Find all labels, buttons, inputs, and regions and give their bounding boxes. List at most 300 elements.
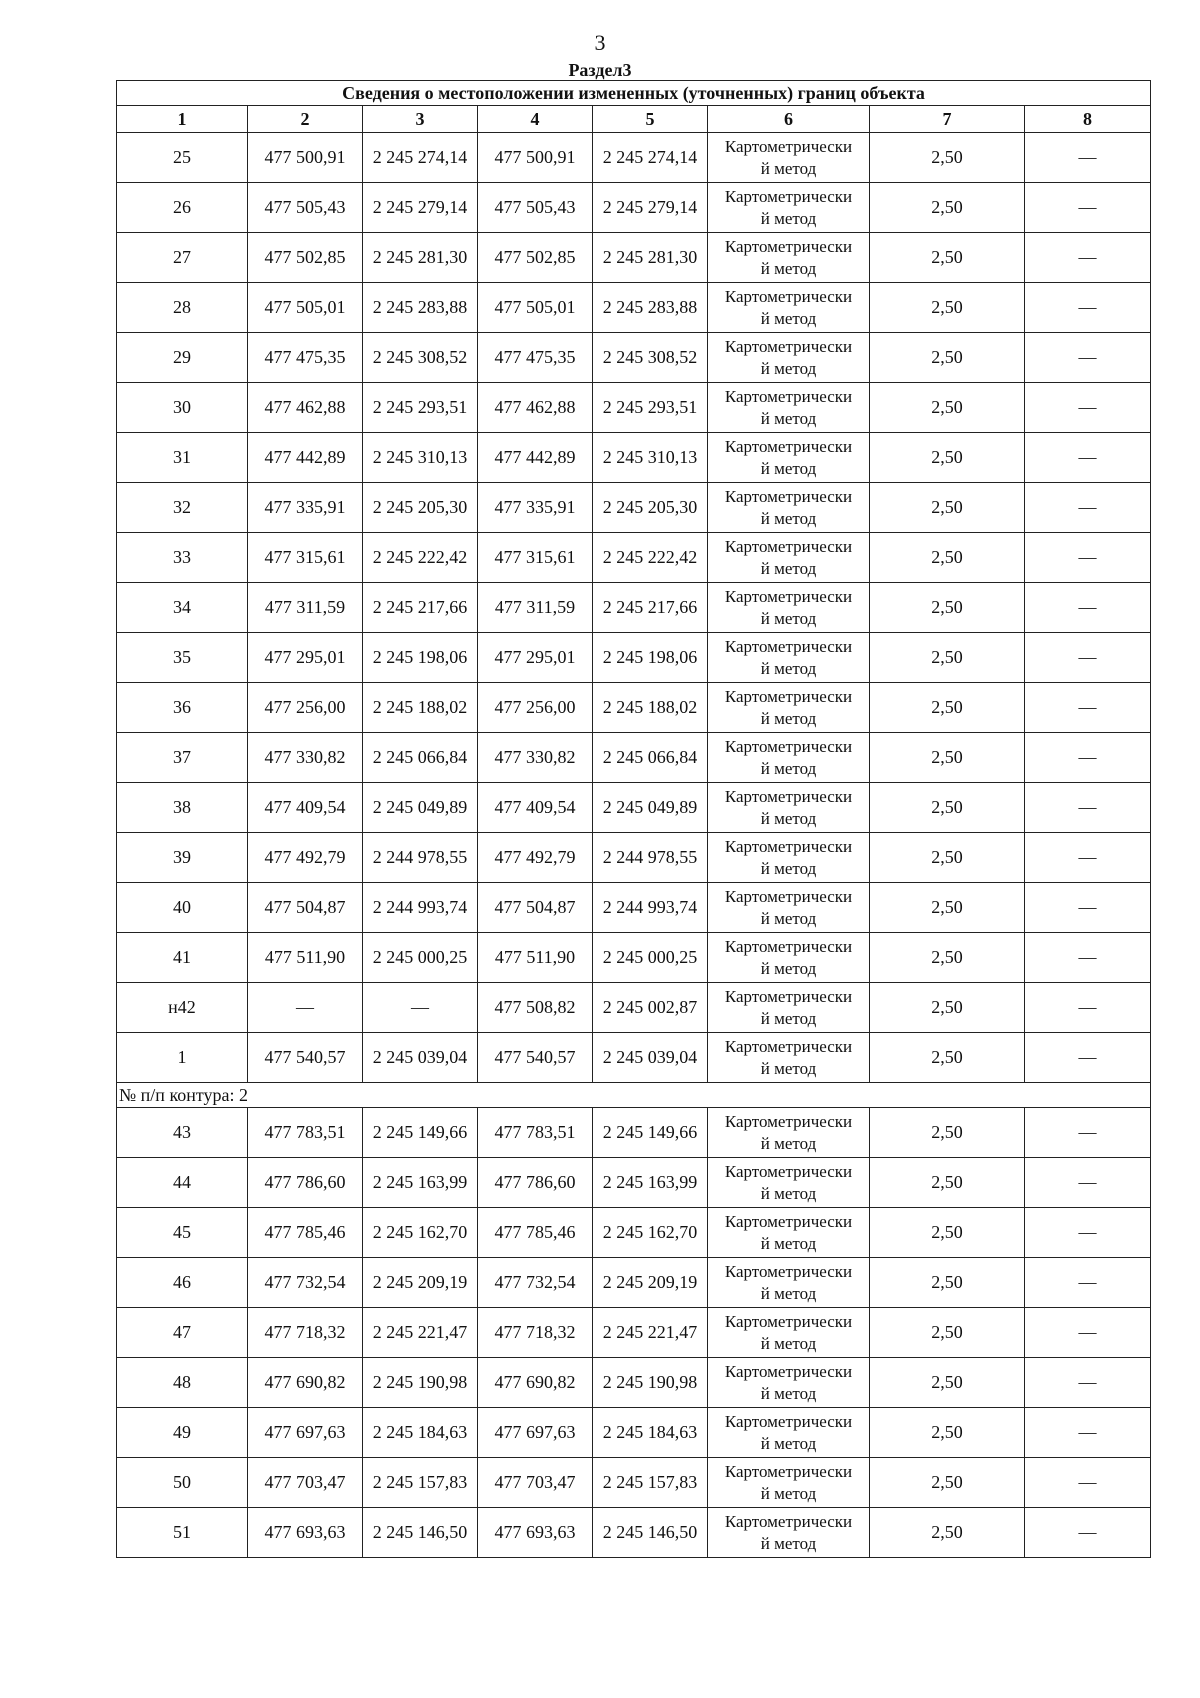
accuracy-cell: 2,50 <box>870 1358 1025 1408</box>
method-line-2: й метод <box>760 1533 817 1553</box>
accuracy-cell: 2,50 <box>870 333 1025 383</box>
method-cell <box>708 1033 870 1083</box>
description-cell: — <box>1025 233 1151 283</box>
method-line-2: й метод <box>760 1383 817 1403</box>
x-new-cell: 477 697,63 <box>478 1408 593 1458</box>
method-line-1: Картометрически <box>724 1211 853 1231</box>
point-number-cell: 25 <box>117 133 248 183</box>
y-new-cell: 2 245 293,51 <box>593 383 708 433</box>
y-existing-cell: 2 245 283,88 <box>363 283 478 333</box>
x-existing-cell: 477 500,91 <box>248 133 363 183</box>
point-number-cell: 50 <box>117 1458 248 1508</box>
y-new-cell: 2 245 149,66 <box>593 1108 708 1158</box>
description-cell: — <box>1025 633 1151 683</box>
method-line-1: Картометрически <box>724 236 853 256</box>
x-new-cell: 477 335,91 <box>478 483 593 533</box>
x-new-cell: 477 511,90 <box>478 933 593 983</box>
method-line-1: Картометрически <box>724 636 853 656</box>
y-existing-cell: 2 245 293,51 <box>363 383 478 433</box>
method-line-1: Картометрически <box>724 1261 853 1281</box>
point-number-cell: 37 <box>117 733 248 783</box>
table-row <box>117 1208 1151 1258</box>
y-existing-cell: 2 245 049,89 <box>363 783 478 833</box>
method-line-2: й метод <box>760 1133 817 1153</box>
method-cell <box>708 383 870 433</box>
accuracy-cell: 2,50 <box>870 833 1025 883</box>
point-number-cell: 48 <box>117 1358 248 1408</box>
method-line-1: Картометрически <box>724 486 853 506</box>
x-existing-cell: 477 315,61 <box>248 533 363 583</box>
accuracy-cell: 2,50 <box>870 1158 1025 1208</box>
x-new-cell: 477 409,54 <box>478 783 593 833</box>
point-number-cell: 49 <box>117 1408 248 1458</box>
point-number-cell: 35 <box>117 633 248 683</box>
method-line-2: й метод <box>760 1058 817 1078</box>
description-cell: — <box>1025 783 1151 833</box>
accuracy-cell: 2,50 <box>870 633 1025 683</box>
accuracy-cell: 2,50 <box>870 433 1025 483</box>
description-cell: — <box>1025 683 1151 733</box>
y-new-cell: 2 245 217,66 <box>593 583 708 633</box>
y-existing-cell: 2 245 163,99 <box>363 1158 478 1208</box>
description-cell: — <box>1025 1258 1151 1308</box>
table-row <box>117 1358 1151 1408</box>
method-cell <box>708 1408 870 1458</box>
x-new-cell: 477 256,00 <box>478 683 593 733</box>
y-existing-cell: 2 245 039,04 <box>363 1033 478 1083</box>
method-cell <box>708 783 870 833</box>
x-existing-cell: 477 295,01 <box>248 633 363 683</box>
x-existing-cell: 477 502,85 <box>248 233 363 283</box>
point-number-cell: 46 <box>117 1258 248 1308</box>
accuracy-cell: 2,50 <box>870 683 1025 733</box>
method-cell <box>708 883 870 933</box>
y-existing-cell: 2 244 978,55 <box>363 833 478 883</box>
point-number-cell: 31 <box>117 433 248 483</box>
accuracy-cell: 2,50 <box>870 1458 1025 1508</box>
y-new-cell: 2 245 283,88 <box>593 283 708 333</box>
point-number-cell: 41 <box>117 933 248 983</box>
table-row <box>117 1258 1151 1308</box>
x-new-cell: 477 785,46 <box>478 1208 593 1258</box>
description-cell: — <box>1025 1358 1151 1408</box>
description-cell: — <box>1025 1208 1151 1258</box>
x-existing-cell: 477 690,82 <box>248 1358 363 1408</box>
y-existing-cell: 2 245 066,84 <box>363 733 478 783</box>
x-existing-cell: 477 511,90 <box>248 933 363 983</box>
accuracy-cell: 2,50 <box>870 1308 1025 1358</box>
y-new-cell: 2 245 198,06 <box>593 633 708 683</box>
table-row <box>117 633 1151 683</box>
table-row <box>117 433 1151 483</box>
table-row <box>117 683 1151 733</box>
x-existing-cell: 477 462,88 <box>248 383 363 433</box>
x-existing-cell: 477 693,63 <box>248 1508 363 1558</box>
point-number-cell: 36 <box>117 683 248 733</box>
x-new-cell: 477 475,35 <box>478 333 593 383</box>
description-cell: — <box>1025 883 1151 933</box>
y-existing-cell: 2 245 279,14 <box>363 183 478 233</box>
method-line-2: й метод <box>760 1333 817 1353</box>
x-new-cell: 477 330,82 <box>478 733 593 783</box>
method-line-1: Картометрически <box>724 1361 853 1381</box>
y-new-cell: 2 245 049,89 <box>593 783 708 833</box>
point-number-cell: 47 <box>117 1308 248 1358</box>
x-existing-cell: 477 785,46 <box>248 1208 363 1258</box>
table-row <box>117 883 1151 933</box>
method-cell <box>708 1308 870 1358</box>
column-header: 7 <box>870 106 1025 133</box>
method-line-1: Картометрически <box>724 686 853 706</box>
x-new-cell: 477 500,91 <box>478 133 593 183</box>
y-new-cell: 2 245 157,83 <box>593 1458 708 1508</box>
method-line-1: Картометрически <box>724 1411 853 1431</box>
table-row <box>117 1408 1151 1458</box>
accuracy-cell: 2,50 <box>870 883 1025 933</box>
description-cell: — <box>1025 133 1151 183</box>
method-line-1: Картометрически <box>724 936 853 956</box>
accuracy-cell: 2,50 <box>870 283 1025 333</box>
point-number-cell: 45 <box>117 1208 248 1258</box>
method-line-2: й метод <box>760 958 817 978</box>
y-existing-cell: 2 245 157,83 <box>363 1458 478 1508</box>
point-number-cell: 43 <box>117 1108 248 1158</box>
column-header: 6 <box>708 106 870 133</box>
column-header: 1 <box>117 106 248 133</box>
contour-label-row <box>117 1083 1151 1108</box>
method-line-1: Картометрически <box>724 186 853 206</box>
method-line-2: й метод <box>760 358 817 378</box>
y-new-cell: 2 245 146,50 <box>593 1508 708 1558</box>
x-existing-cell: 477 409,54 <box>248 783 363 833</box>
accuracy-cell: 2,50 <box>870 1508 1025 1558</box>
method-line-2: й метод <box>760 308 817 328</box>
x-existing-cell: 477 442,89 <box>248 433 363 483</box>
method-line-2: й метод <box>760 808 817 828</box>
method-line-1: Картометрически <box>724 1036 853 1056</box>
point-number-cell: 28 <box>117 283 248 333</box>
method-line-2: й метод <box>760 1483 817 1503</box>
point-number-cell: 34 <box>117 583 248 633</box>
accuracy-cell: 2,50 <box>870 383 1025 433</box>
column-header: 4 <box>478 106 593 133</box>
y-new-cell: 2 245 310,13 <box>593 433 708 483</box>
method-line-2: й метод <box>760 1183 817 1203</box>
accuracy-cell: 2,50 <box>870 583 1025 633</box>
y-new-cell: 2 245 274,14 <box>593 133 708 183</box>
y-new-cell: 2 245 002,87 <box>593 983 708 1033</box>
table-row <box>117 733 1151 783</box>
x-existing-cell: 477 330,82 <box>248 733 363 783</box>
accuracy-cell: 2,50 <box>870 933 1025 983</box>
x-existing-cell: — <box>248 983 363 1033</box>
contour-label: № п/п контура: 2 <box>117 1083 1151 1108</box>
y-existing-cell: — <box>363 983 478 1033</box>
table-row <box>117 783 1151 833</box>
method-cell <box>708 983 870 1033</box>
method-cell <box>708 1158 870 1208</box>
y-existing-cell: 2 245 188,02 <box>363 683 478 733</box>
method-line-2: й метод <box>760 708 817 728</box>
point-number-cell: 51 <box>117 1508 248 1558</box>
description-cell: — <box>1025 383 1151 433</box>
point-number-cell: 30 <box>117 383 248 433</box>
method-line-2: й метод <box>760 758 817 778</box>
y-new-cell: 2 245 222,42 <box>593 533 708 583</box>
method-line-2: й метод <box>760 658 817 678</box>
x-existing-cell: 477 703,47 <box>248 1458 363 1508</box>
x-new-cell: 477 540,57 <box>478 1033 593 1083</box>
table-row <box>117 383 1151 433</box>
section-title: Раздел3 <box>568 60 632 80</box>
table-row <box>117 1158 1151 1208</box>
y-existing-cell: 2 245 190,98 <box>363 1358 478 1408</box>
accuracy-cell: 2,50 <box>870 1258 1025 1308</box>
x-new-cell: 477 315,61 <box>478 533 593 583</box>
method-line-1: Картометрически <box>724 986 853 1006</box>
column-header: 2 <box>248 106 363 133</box>
table-row <box>117 1308 1151 1358</box>
x-existing-cell: 477 540,57 <box>248 1033 363 1083</box>
table-row <box>117 333 1151 383</box>
table-row <box>117 283 1151 333</box>
method-line-1: Картометрически <box>724 386 853 406</box>
point-number-cell: 40 <box>117 883 248 933</box>
method-line-2: й метод <box>760 208 817 228</box>
table-row <box>117 1108 1151 1158</box>
method-cell <box>708 1458 870 1508</box>
method-cell <box>708 1258 870 1308</box>
method-cell <box>708 1108 870 1158</box>
method-line-1: Картометрически <box>724 586 853 606</box>
x-new-cell: 477 504,87 <box>478 883 593 933</box>
y-existing-cell: 2 245 308,52 <box>363 333 478 383</box>
method-cell <box>708 533 870 583</box>
y-new-cell: 2 245 188,02 <box>593 683 708 733</box>
x-existing-cell: 477 475,35 <box>248 333 363 383</box>
y-existing-cell: 2 245 198,06 <box>363 633 478 683</box>
x-existing-cell: 477 335,91 <box>248 483 363 533</box>
method-cell <box>708 833 870 883</box>
method-line-1: Картометрически <box>724 136 853 156</box>
table-row <box>117 1458 1151 1508</box>
y-new-cell: 2 244 993,74 <box>593 883 708 933</box>
y-new-cell: 2 245 162,70 <box>593 1208 708 1258</box>
method-cell <box>708 233 870 283</box>
description-cell: — <box>1025 333 1151 383</box>
x-existing-cell: 477 311,59 <box>248 583 363 633</box>
method-cell <box>708 733 870 783</box>
y-existing-cell: 2 245 184,63 <box>363 1408 478 1458</box>
x-new-cell: 477 442,89 <box>478 433 593 483</box>
table-row <box>117 483 1151 533</box>
y-existing-cell: 2 245 221,47 <box>363 1308 478 1358</box>
method-cell <box>708 183 870 233</box>
x-new-cell: 477 732,54 <box>478 1258 593 1308</box>
x-new-cell: 477 311,59 <box>478 583 593 633</box>
table-caption: Сведения о местоположении измененных (уточненных) границ объекта <box>117 81 1151 106</box>
description-cell: — <box>1025 1508 1151 1558</box>
description-cell: — <box>1025 833 1151 883</box>
method-line-1: Картометрически <box>724 786 853 806</box>
boundary-coordinates-table <box>116 80 1151 1558</box>
method-line-2: й метод <box>760 458 817 478</box>
accuracy-cell: 2,50 <box>870 1033 1025 1083</box>
y-existing-cell: 2 245 146,50 <box>363 1508 478 1558</box>
accuracy-cell: 2,50 <box>870 133 1025 183</box>
method-cell <box>708 1208 870 1258</box>
table-row <box>117 1033 1151 1083</box>
description-cell: — <box>1025 533 1151 583</box>
point-number-cell: 27 <box>117 233 248 283</box>
table-row <box>117 183 1151 233</box>
x-existing-cell: 477 783,51 <box>248 1108 363 1158</box>
x-existing-cell: 477 492,79 <box>248 833 363 883</box>
table-row <box>117 983 1151 1033</box>
method-cell <box>708 283 870 333</box>
description-cell: — <box>1025 1408 1151 1458</box>
y-new-cell: 2 245 163,99 <box>593 1158 708 1208</box>
x-existing-cell: 477 505,43 <box>248 183 363 233</box>
y-existing-cell: 2 245 274,14 <box>363 133 478 183</box>
method-line-2: й метод <box>760 558 817 578</box>
y-new-cell: 2 245 279,14 <box>593 183 708 233</box>
accuracy-cell: 2,50 <box>870 483 1025 533</box>
method-cell <box>708 633 870 683</box>
x-existing-cell: 477 256,00 <box>248 683 363 733</box>
description-cell: — <box>1025 1033 1151 1083</box>
method-cell <box>708 583 870 633</box>
point-number-cell: 39 <box>117 833 248 883</box>
description-cell: — <box>1025 933 1151 983</box>
table-row <box>117 1508 1151 1558</box>
method-line-1: Картометрически <box>724 536 853 556</box>
y-new-cell: 2 245 184,63 <box>593 1408 708 1458</box>
y-new-cell: 2 245 000,25 <box>593 933 708 983</box>
method-cell <box>708 483 870 533</box>
point-number-cell: 26 <box>117 183 248 233</box>
description-cell: — <box>1025 583 1151 633</box>
method-line-1: Картометрически <box>724 336 853 356</box>
description-cell: — <box>1025 1158 1151 1208</box>
y-new-cell: 2 245 281,30 <box>593 233 708 283</box>
y-new-cell: 2 245 308,52 <box>593 333 708 383</box>
y-existing-cell: 2 245 281,30 <box>363 233 478 283</box>
table-row <box>117 533 1151 583</box>
x-new-cell: 477 703,47 <box>478 1458 593 1508</box>
description-cell: — <box>1025 433 1151 483</box>
y-existing-cell: 2 245 209,19 <box>363 1258 478 1308</box>
method-line-2: й метод <box>760 408 817 428</box>
method-line-2: й метод <box>760 1233 817 1253</box>
point-number-cell: 1 <box>117 1033 248 1083</box>
method-line-1: Картометрически <box>724 736 853 756</box>
x-existing-cell: 477 786,60 <box>248 1158 363 1208</box>
accuracy-cell: 2,50 <box>870 1108 1025 1158</box>
method-line-1: Картометрически <box>724 886 853 906</box>
x-new-cell: 477 505,43 <box>478 183 593 233</box>
x-new-cell: 477 783,51 <box>478 1108 593 1158</box>
method-line-2: й метод <box>760 858 817 878</box>
description-cell: — <box>1025 183 1151 233</box>
column-header-row <box>117 106 1151 133</box>
method-line-1: Картометрически <box>724 1311 853 1331</box>
accuracy-cell: 2,50 <box>870 533 1025 583</box>
x-new-cell: 477 693,63 <box>478 1508 593 1558</box>
method-cell <box>708 333 870 383</box>
description-cell: — <box>1025 1308 1151 1358</box>
method-line-1: Картометрически <box>724 1511 853 1531</box>
point-number-cell: 38 <box>117 783 248 833</box>
method-line-2: й метод <box>760 1433 817 1453</box>
x-existing-cell: 477 718,32 <box>248 1308 363 1358</box>
method-line-2: й метод <box>760 258 817 278</box>
method-line-1: Картометрически <box>724 1461 853 1481</box>
method-line-2: й метод <box>760 1008 817 1028</box>
accuracy-cell: 2,50 <box>870 233 1025 283</box>
point-number-cell: 33 <box>117 533 248 583</box>
method-line-1: Картометрически <box>724 286 853 306</box>
description-cell: — <box>1025 1108 1151 1158</box>
column-header: 3 <box>363 106 478 133</box>
method-line-2: й метод <box>760 508 817 528</box>
y-new-cell: 2 245 205,30 <box>593 483 708 533</box>
column-header: 8 <box>1025 106 1151 133</box>
y-new-cell: 2 245 066,84 <box>593 733 708 783</box>
table-row <box>117 583 1151 633</box>
method-line-1: Картометрически <box>724 1161 853 1181</box>
accuracy-cell: 2,50 <box>870 1208 1025 1258</box>
y-new-cell: 2 245 190,98 <box>593 1358 708 1408</box>
method-line-1: Картометрически <box>724 1111 853 1131</box>
table-row <box>117 933 1151 983</box>
accuracy-cell: 2,50 <box>870 783 1025 833</box>
y-existing-cell: 2 245 217,66 <box>363 583 478 633</box>
x-new-cell: 477 786,60 <box>478 1158 593 1208</box>
y-existing-cell: 2 244 993,74 <box>363 883 478 933</box>
method-cell <box>708 933 870 983</box>
description-cell: — <box>1025 483 1151 533</box>
method-cell <box>708 683 870 733</box>
page-number: 3 <box>594 30 606 55</box>
point-number-cell: 29 <box>117 333 248 383</box>
method-cell <box>708 1508 870 1558</box>
method-cell <box>708 133 870 183</box>
description-cell: — <box>1025 733 1151 783</box>
x-existing-cell: 477 732,54 <box>248 1258 363 1308</box>
description-cell: — <box>1025 283 1151 333</box>
x-new-cell: 477 505,01 <box>478 283 593 333</box>
point-number-cell: н42 <box>117 983 248 1033</box>
method-cell <box>708 433 870 483</box>
x-existing-cell: 477 697,63 <box>248 1408 363 1458</box>
x-new-cell: 477 508,82 <box>478 983 593 1033</box>
accuracy-cell: 2,50 <box>870 983 1025 1033</box>
description-cell: — <box>1025 983 1151 1033</box>
table-row <box>117 833 1151 883</box>
x-new-cell: 477 492,79 <box>478 833 593 883</box>
x-new-cell: 477 718,32 <box>478 1308 593 1358</box>
table-body <box>117 133 1151 1558</box>
point-number-cell: 32 <box>117 483 248 533</box>
x-new-cell: 477 502,85 <box>478 233 593 283</box>
x-new-cell: 477 690,82 <box>478 1358 593 1408</box>
y-existing-cell: 2 245 149,66 <box>363 1108 478 1158</box>
method-line-1: Картометрически <box>724 836 853 856</box>
x-existing-cell: 477 504,87 <box>248 883 363 933</box>
x-existing-cell: 477 505,01 <box>248 283 363 333</box>
accuracy-cell: 2,50 <box>870 1408 1025 1458</box>
